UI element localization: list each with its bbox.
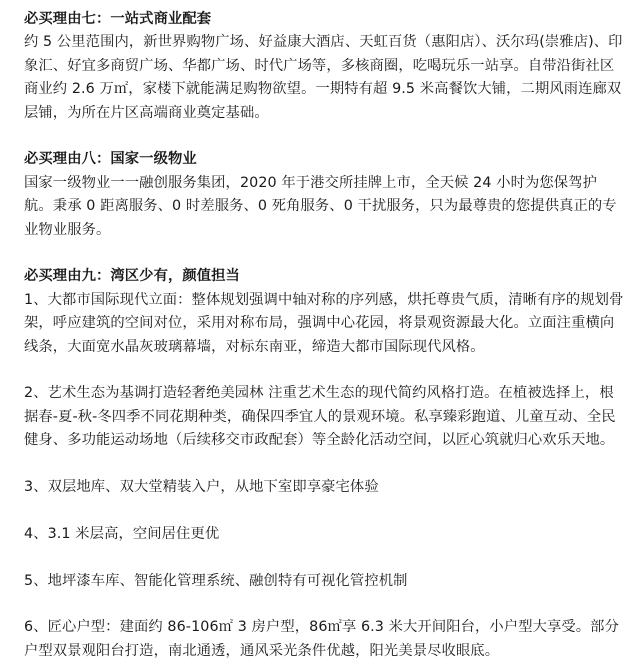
paragraph-landscape: 2、艺术生态为基调打造轻奢绝美园林 注重艺术生态的现代简约风格打造。在植被选择上，根据春-夏-秋-冬四季不同花期种类，确保四季宜人的景观环境。私享臻彩跑道、儿童互动、全民健身、多功能运动场地（后续移交市政配套）等全龄化活动空间，以匠心筑就归心欢乐天地。	[24, 385, 616, 449]
section-title-reason-9: 必买理由九：湾区少有，颜值担当	[24, 268, 240, 285]
section-title-reason-7: 必买理由七：一站式商业配套	[24, 11, 212, 27]
spacer	[24, 359, 624, 382]
paragraph-facade: 1、大都市国际现代立面：整体规划强调中轴对称的序列感，烘托尊贵气质，清晰有序的规划骨架，呼应建筑的空间对位，采用对称布局，强调中心花园，将景观资源最大化。立面注重横向线条，大面宽水晶灰玻璃幕墙，对标东南亚，缔造大都市国际现代风格。	[24, 291, 624, 355]
spacer	[24, 125, 624, 148]
spacer	[24, 242, 624, 265]
paragraph-basement: 3、双层地库、双大堂精装入户，从地下室即享豪宅体验	[24, 479, 379, 496]
paragraph-floor-plan: 6、匠心户型：建面约 86-106㎡ 3 房户型，86㎡享 6.3 米大开间阳台，小户型大享受。部分户型双景观阳台打造，南北通透，通风采光条件优越，阳光美景尽收眼底。	[24, 619, 619, 659]
paragraph-commercial: 约 5 公里范围内，新世界购物广场、好益康大酒店、天虹百货（惠阳店）、沃尔玛(崇雅店)、印象汇、好宜多商贸广场、华都广场、时代广场等，多核商圈，吃喝玩乐一站享。自带沿街社区商业约 2.6 万㎡，家楼下就能满足购物欲望。一期特有超 9.5 米高餐饮大铺，二期风雨连廊双层铺，为所在片区高端商业奠定基础。	[24, 34, 623, 121]
document-body	[24, 8, 624, 663]
spacer	[24, 593, 624, 616]
spacer	[24, 546, 624, 569]
paragraph-floor-height: 4、3.1 米层高，空间居住更优	[24, 525, 220, 542]
paragraph-garage: 5、地坪漆车库、智能化管理系统、融创特有可视化管控机制	[24, 572, 408, 589]
spacer	[24, 453, 624, 476]
paragraph-property-management: 国家一级物业一一融创服务集团，2020 年于港交所挂牌上市，全天候 24 小时为您保驾护航。秉承 0 距离服务、0 时差服务、0 死角服务、0 干扰服务，只为最尊贵的您提供真正的专业物业服务。	[24, 174, 617, 238]
section-title-reason-8: 必买理由八：国家一级物业	[24, 151, 197, 168]
spacer	[24, 499, 624, 522]
